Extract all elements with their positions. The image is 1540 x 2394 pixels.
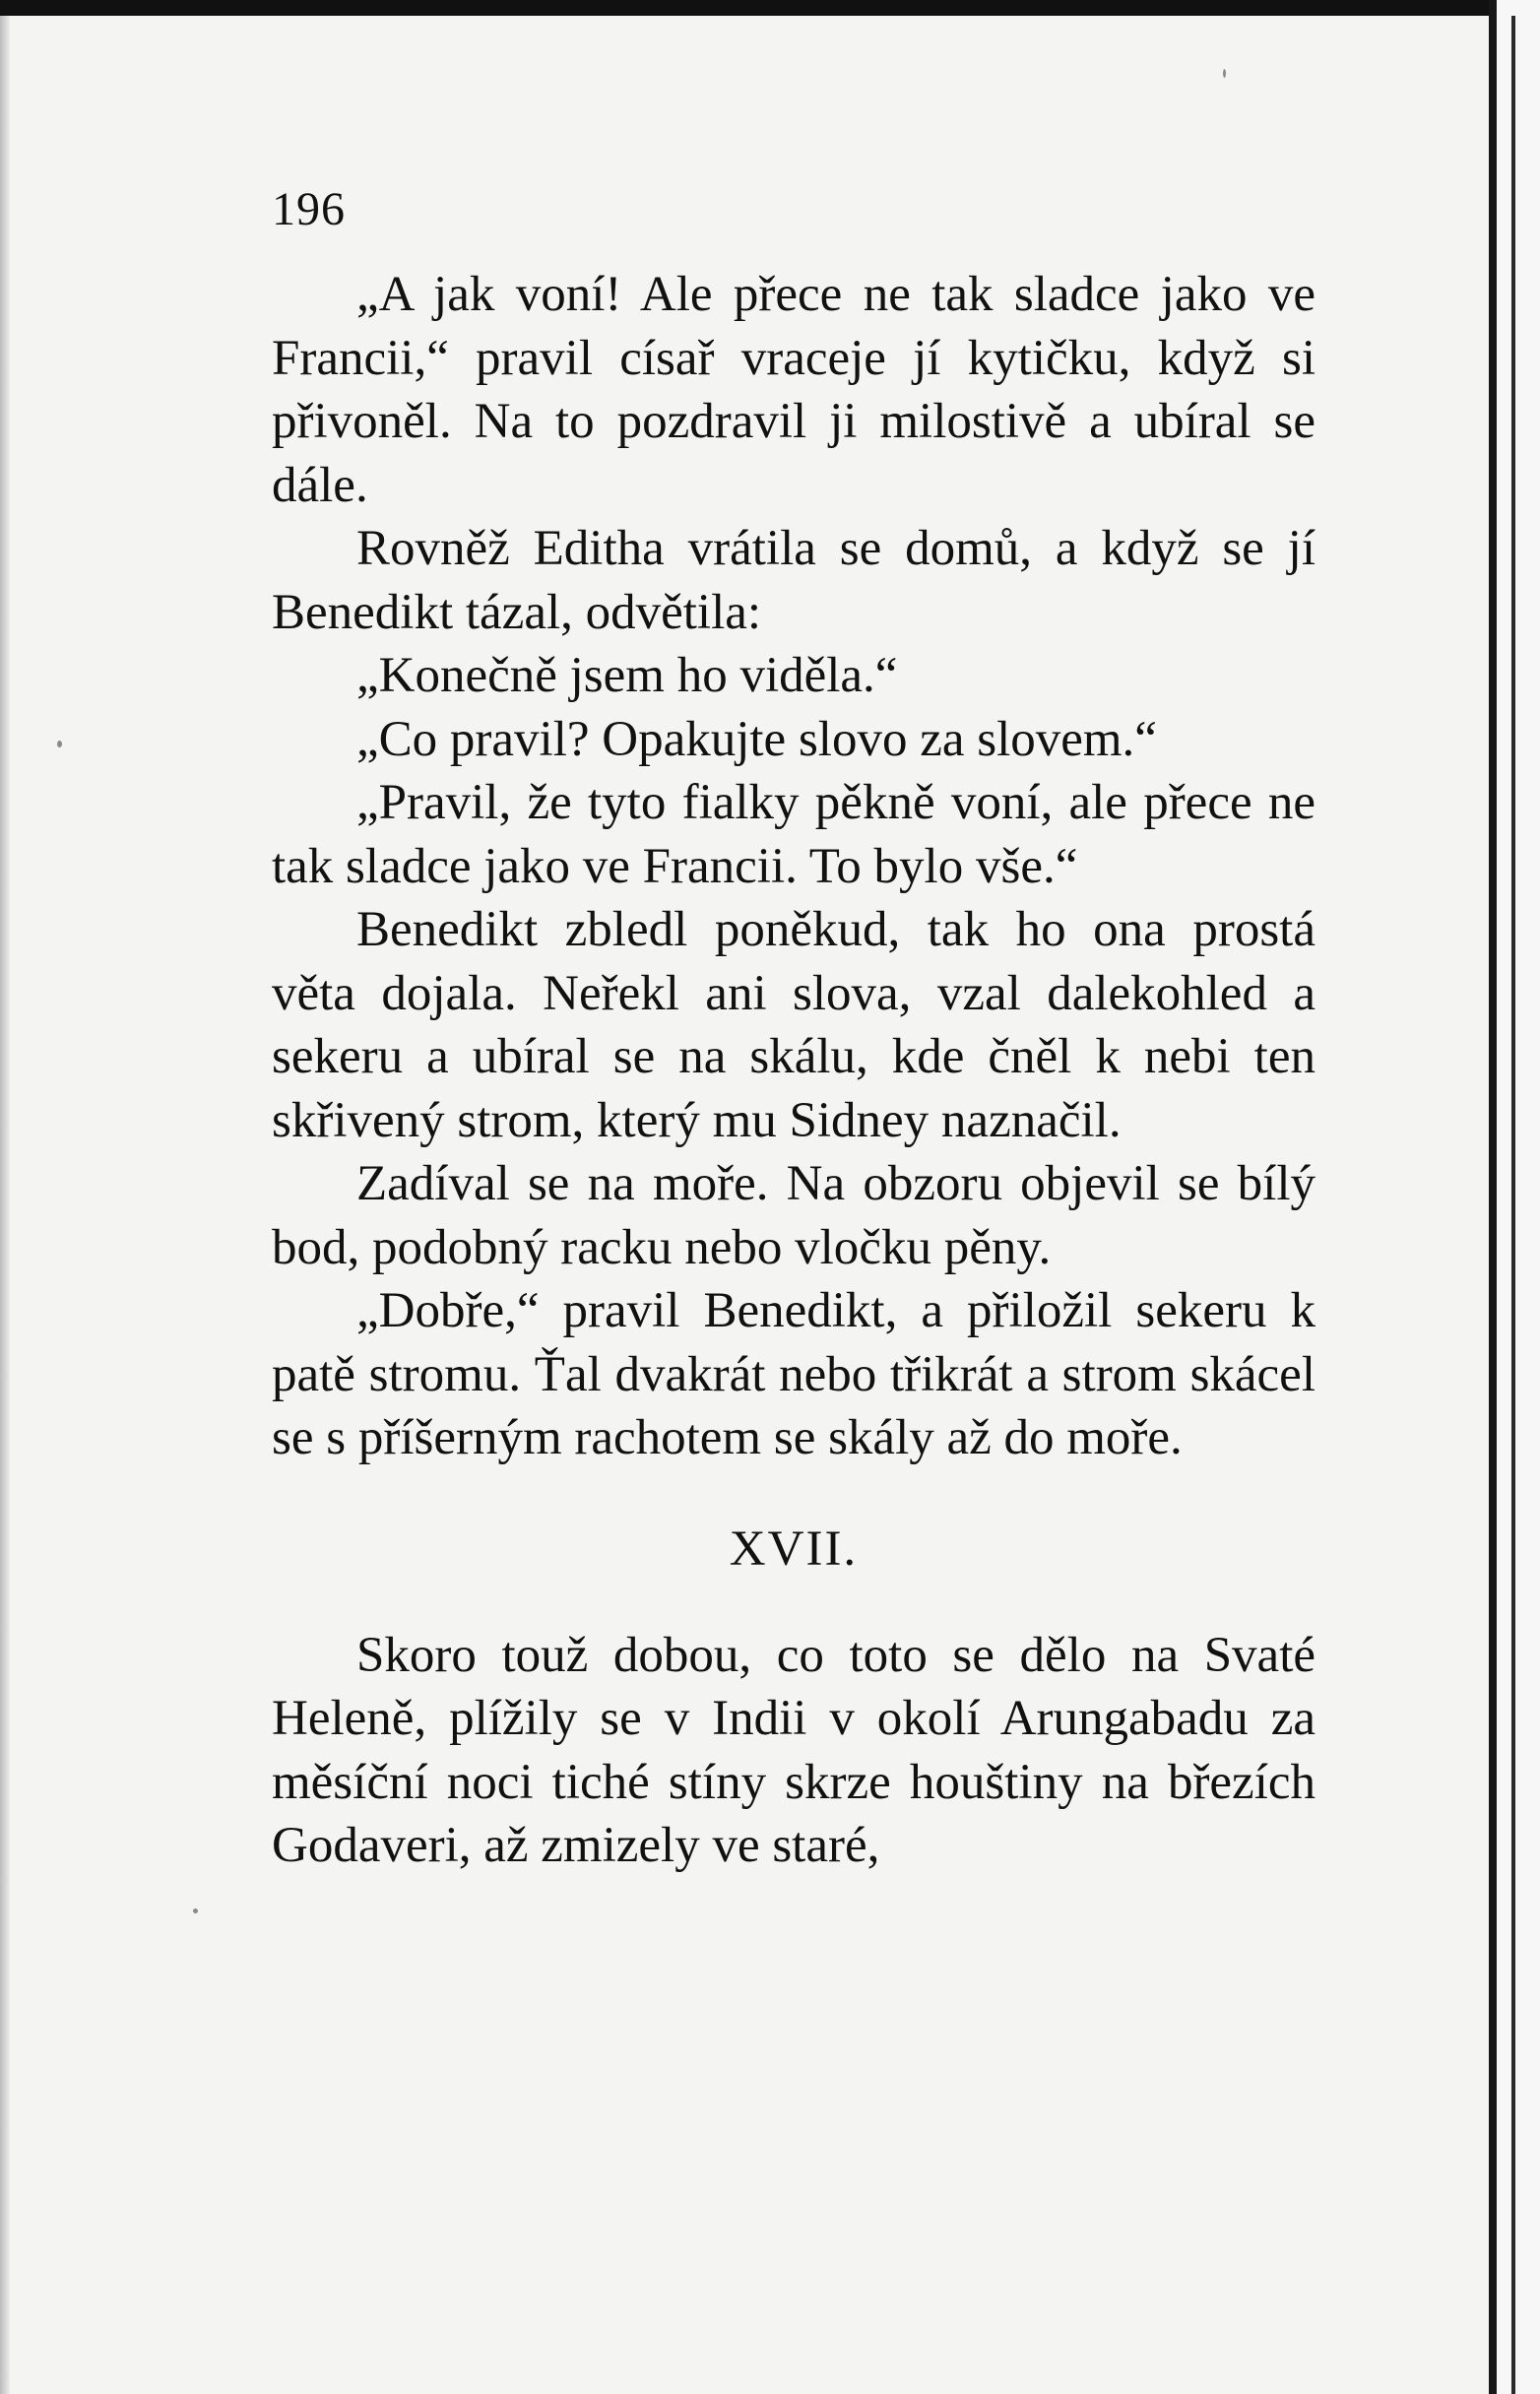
paragraph: Benedikt zbledl poněkud, tak ho ona prostá věta dojala. Neřekl ani slova, vzal dalekohled a sekeru a ubíral se na skálu, kde čněl k nebi ten skřivený strom, který mu Sidney naznačil. bbox=[272, 902, 1315, 1148]
page-left-shadow bbox=[0, 0, 10, 2394]
paragraph: „Dobře,“ pravil Benedikt, a přiložil sekeru k patě stromu. Ťal dvakrát nebo třikrát a strom skácel se s příšerným rachotem se skály až do moře. bbox=[272, 1283, 1315, 1465]
paragraph: „Pravil, že tyto fialky pěkně voní, ale přece ne tak sladce jako ve Francii. To bylo vše.“ bbox=[272, 775, 1315, 894]
scan-top-border bbox=[0, 0, 1540, 16]
paper-speck bbox=[1223, 69, 1226, 78]
chapter-heading: XVII. bbox=[729, 1521, 859, 1577]
paragraph: „Co pravil? Opakujte slovo za slovem.“ bbox=[356, 711, 1157, 767]
paragraph: „Konečně jsem ho viděla.“ bbox=[356, 648, 898, 703]
paper-speck bbox=[57, 741, 62, 747]
page-number: 196 bbox=[272, 183, 346, 235]
paragraph: Skoro touž dobou, co toto se dělo na Svaté Heleně, plížily se v Indii v okolí Arungabadu za měsíční noci tiché stíny skrze houštiny na březích Godaveri, až zmizely ve staré, bbox=[272, 1627, 1315, 1873]
scan-right-line bbox=[1511, 16, 1515, 2394]
paragraph: Rovněž Editha vrátila se domů, a když se jí Benedikt tázal, odvětila: bbox=[272, 521, 1315, 640]
page-body bbox=[272, 182, 1315, 1878]
paper-speck bbox=[193, 1909, 198, 1913]
paragraph: Zadíval se na moře. Na obzoru objevil se bílý bod, podobný racku nebo vločku pěny. bbox=[272, 1156, 1315, 1275]
paragraph: „A jak voní! Ale přece ne tak sladce jako ve Francii,“ pravil císař vraceje jí kytičku, když si přivoněl. Na to pozdravil ji milostivě a ubíral se dále. bbox=[272, 267, 1315, 513]
